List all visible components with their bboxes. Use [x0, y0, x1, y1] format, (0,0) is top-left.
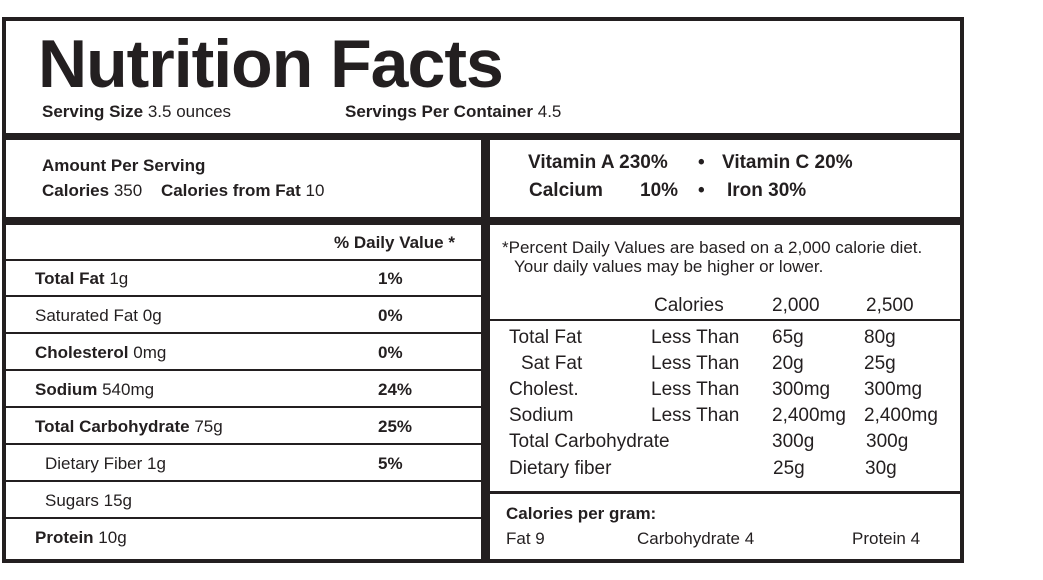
footnote-row-name: Total Carbohydrate: [509, 431, 670, 452]
fat-calories-label: Calories from Fat: [160, 181, 301, 200]
per-gram-protein: Protein 4: [852, 529, 921, 548]
calcium-label: Calcium: [529, 180, 603, 201]
per-gram-carbohydrate: Carbohydrate 4: [637, 529, 755, 548]
nutrient-label: Sodium: [35, 380, 98, 399]
vitamin-a: Vitamin A 230%: [528, 152, 668, 173]
footnote-row-2500: 300g: [866, 431, 909, 452]
table-row: [6, 298, 481, 334]
footnote-row-cond: Less Than: [651, 405, 740, 426]
table-row: [6, 483, 481, 519]
per-gram-heading: Calories per gram:: [506, 504, 657, 523]
table-row: [6, 335, 481, 371]
nutrient-label: Dietary Fiber: [45, 454, 143, 473]
calories-value: 350: [113, 181, 143, 200]
column-divider: [481, 140, 490, 559]
footnote-row-2000: 20g: [772, 353, 804, 374]
footnote-row-2500: 25g: [864, 353, 896, 374]
nutrient-amount: 15g: [103, 491, 132, 510]
nutrient-amount: 75g: [194, 417, 223, 436]
footnote-row-2000: 65g: [772, 327, 804, 348]
serving-size-value: 3.5 ounces: [147, 102, 232, 121]
footnote-col-2500: 2,500: [866, 295, 914, 316]
nutrient-label: Sugars: [45, 491, 99, 510]
header-divider: [6, 133, 960, 140]
footnote-col-calories: Calories: [654, 295, 724, 316]
vitamin-c: Vitamin C 20%: [722, 152, 853, 173]
table-row: [6, 261, 481, 297]
footnote-row-cond: Less Than: [651, 327, 740, 348]
iron: Iron 30%: [727, 180, 807, 201]
footnote-row-2500: 2,400mg: [864, 405, 938, 426]
footnote-divider: [490, 319, 960, 321]
table-row: [6, 409, 481, 445]
servings-per-container: [345, 102, 561, 122]
page-title: Nutrition Facts: [38, 26, 503, 102]
nutrient-dv: 0%: [378, 343, 403, 362]
nutrient-label: Cholesterol: [35, 343, 129, 362]
nutrient-label: Total Fat: [35, 269, 105, 288]
nutrient-label: Saturated Fat: [35, 306, 139, 325]
serving-size: [42, 102, 231, 122]
footnote-row-name: Sodium: [509, 405, 574, 426]
serving-size-label: Serving Size: [42, 102, 144, 121]
calories-label: Calories: [42, 181, 110, 200]
nutrient-dv: 0%: [378, 306, 403, 325]
footnote-row-name: Sat Fat: [521, 353, 583, 374]
footnote-row-2000: 300g: [772, 431, 815, 452]
daily-value-header: % Daily Value *: [334, 233, 455, 252]
footnote-line-2: Your daily values may be higher or lower.: [514, 257, 824, 276]
table-row: [6, 372, 481, 408]
nutrient-dv: 24%: [378, 380, 413, 399]
footnote-row-cond: Less Than: [651, 379, 740, 400]
footnote-row-2500: 80g: [864, 327, 896, 348]
footnote-row-2000: 2,400mg: [772, 405, 846, 426]
footnote-row-name: Cholest.: [509, 379, 579, 400]
left-section-divider: [6, 217, 481, 225]
amount-heading: Amount Per Serving: [42, 156, 206, 175]
nutrient-amount: 1g: [147, 454, 166, 473]
nutrient-label: Protein: [35, 528, 94, 547]
calcium-value: 10%: [640, 180, 679, 201]
footnote-row-2500: 30g: [865, 458, 897, 479]
table-row: [6, 446, 481, 482]
bullet-separator: •: [698, 180, 705, 201]
nutrient-dv: 25%: [378, 417, 413, 436]
footnote-row-2000: 25g: [773, 458, 805, 479]
footnote-row-2000: 300mg: [772, 379, 831, 400]
footnote-line-1: *Percent Daily Values are based on a 2,000 calorie diet.: [502, 238, 923, 257]
footnote-col-2000: 2,000: [772, 295, 820, 316]
nutrient-amount: 10g: [98, 528, 127, 547]
fat-calories-value: 10: [305, 181, 325, 200]
nutrient-amount: 1g: [109, 269, 129, 288]
nutrient-label: Total Carbohydrate: [35, 417, 190, 436]
per-gram-divider: [490, 491, 960, 494]
nutrient-dv: 5%: [378, 454, 403, 473]
bullet-separator: •: [698, 152, 705, 173]
nutrient-dv: 1%: [378, 269, 403, 288]
servings-value: 4.5: [537, 102, 562, 121]
per-gram-fat: Fat 9: [506, 529, 545, 548]
footnote-row-2500: 300mg: [864, 379, 923, 400]
servings-label: Servings Per Container: [345, 102, 534, 121]
calories-line: [42, 181, 324, 201]
nutrient-amount: 0mg: [133, 343, 167, 362]
footnote-row-cond: Less Than: [651, 353, 740, 374]
nutrient-amount: 0g: [142, 306, 162, 325]
right-section-divider: [490, 217, 960, 225]
footnote-row-name: Dietary fiber: [509, 458, 612, 479]
footnote-row-name: Total Fat: [509, 327, 582, 348]
nutrient-amount: 540mg: [102, 380, 155, 399]
table-row: [6, 520, 481, 556]
